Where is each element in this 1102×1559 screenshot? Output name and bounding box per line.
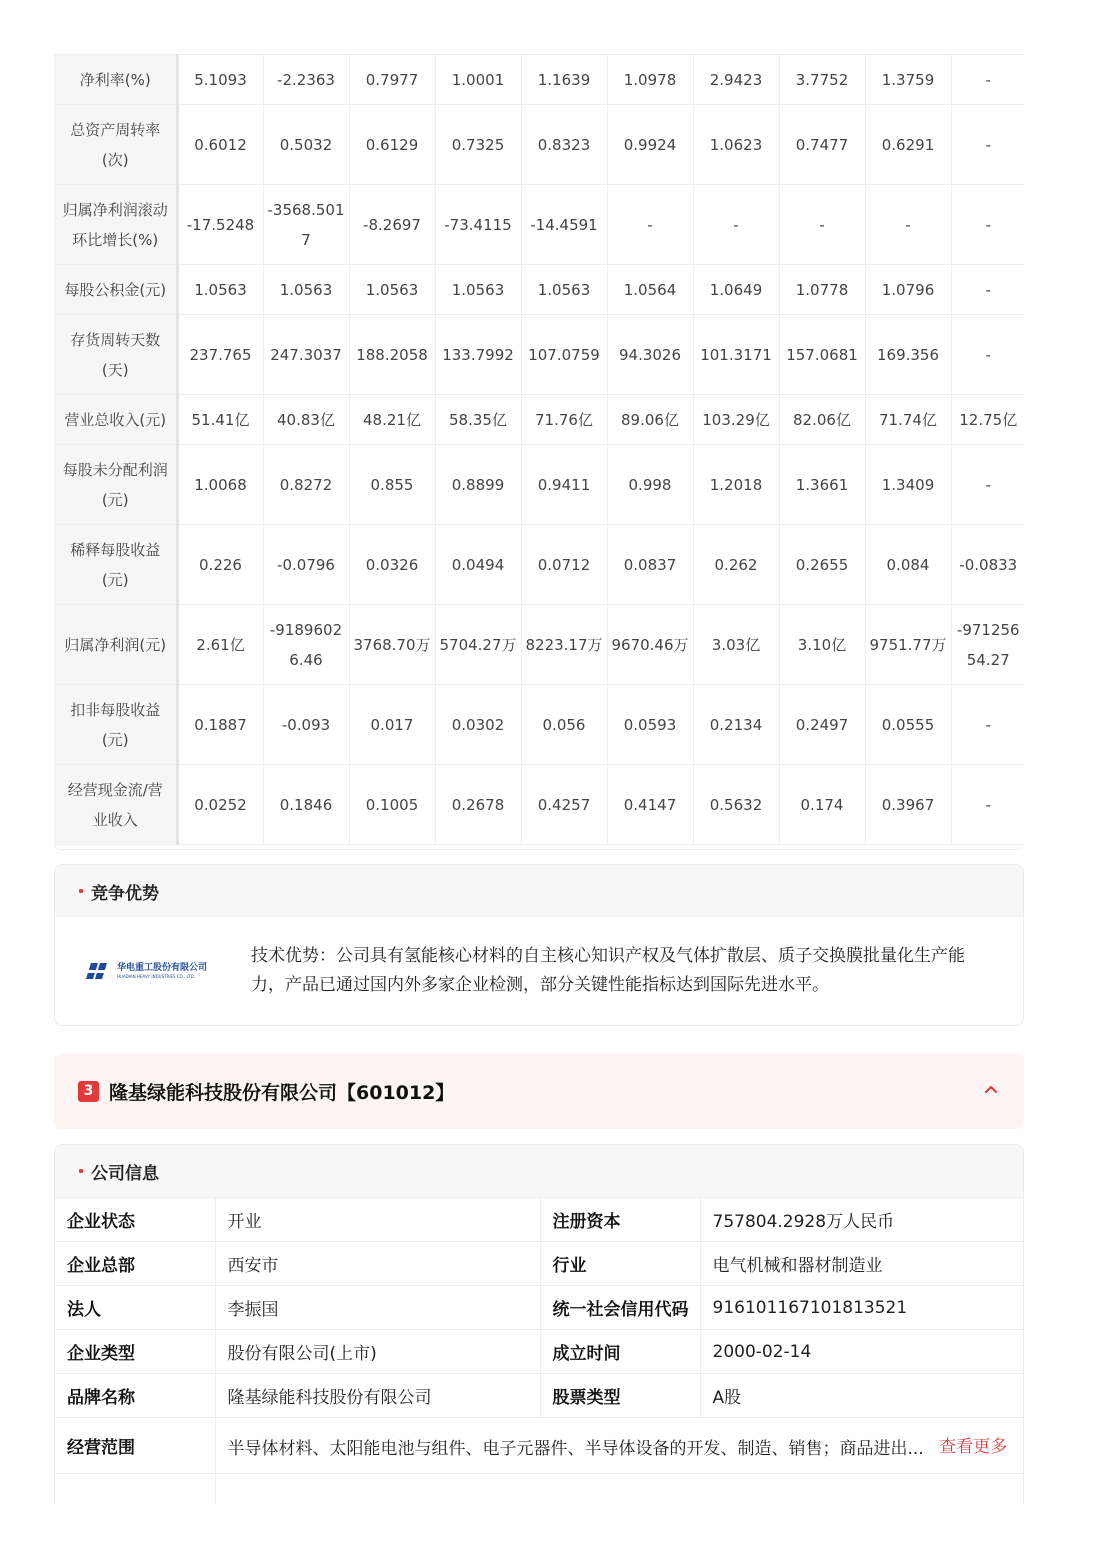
row-label: 经营现金流/营业收入 bbox=[55, 765, 177, 845]
table-cell: 0.855 bbox=[349, 445, 435, 525]
table-cell: 48.21亿 bbox=[349, 395, 435, 445]
info-key: 企业类型 bbox=[55, 1330, 215, 1374]
table-cell: 0.6012 bbox=[177, 105, 263, 185]
table-cell: 0.4257 bbox=[521, 765, 607, 845]
table-row bbox=[55, 395, 1024, 445]
table-cell: 82.06亿 bbox=[779, 395, 865, 445]
table-cell: 0.174 bbox=[779, 765, 865, 845]
table-cell: - bbox=[951, 185, 1024, 265]
table-cell: 3.03亿 bbox=[693, 605, 779, 685]
table-cell: 71.74亿 bbox=[865, 395, 951, 445]
table-cell: 0.1846 bbox=[263, 765, 349, 845]
table-cell: 5704.27万 bbox=[435, 605, 521, 685]
info-key: 行业 bbox=[540, 1242, 700, 1286]
table-cell: 9751.77万 bbox=[865, 605, 951, 685]
logo-en-text: HUADIAN HEAVY INDUSTRIES CO., LTD. bbox=[117, 973, 195, 979]
company-info-card bbox=[54, 1144, 1024, 1504]
empty-cell bbox=[215, 1474, 1024, 1505]
table-row bbox=[55, 445, 1024, 525]
table-cell: 94.3026 bbox=[607, 315, 693, 395]
table-cell: 71.76亿 bbox=[521, 395, 607, 445]
row-label: 存货周转天数(天) bbox=[55, 315, 177, 395]
table-cell: - bbox=[951, 445, 1024, 525]
table-cell: 1.0068 bbox=[177, 445, 263, 525]
advantage-title: 竞争优势 bbox=[91, 883, 159, 904]
info-key: 成立时间 bbox=[540, 1330, 700, 1374]
logo-cn-text: 华电重工股份有限公司 bbox=[117, 962, 208, 973]
info-key: 注册资本 bbox=[540, 1198, 700, 1242]
table-row bbox=[55, 105, 1024, 185]
info-key: 统一社会信用代码 bbox=[540, 1286, 700, 1330]
advantage-text: 技术优势：公司具有氢能核心材料的自主核心知识产权及气体扩散层、质子交换膜批量化生产能力，产品已通过国内外多家企业检测，部分关键性能指标达到国际先进水平。 bbox=[251, 946, 965, 995]
table-cell: 107.0759 bbox=[521, 315, 607, 395]
table-row bbox=[55, 605, 1024, 685]
info-value: 2000-02-14 bbox=[700, 1330, 1024, 1374]
table-cell: -2.2363 bbox=[263, 55, 349, 105]
bullet-dot-icon bbox=[79, 1169, 83, 1173]
table-cell: 0.2134 bbox=[693, 685, 779, 765]
table-cell: 0.1887 bbox=[177, 685, 263, 765]
table-row bbox=[55, 55, 1024, 105]
table-cell: 0.226 bbox=[177, 525, 263, 605]
table-cell: 5.1093 bbox=[177, 55, 263, 105]
table-cell: 103.29亿 bbox=[693, 395, 779, 445]
table-cell: 3.7752 bbox=[779, 55, 865, 105]
empty-cell bbox=[55, 1474, 215, 1505]
table-cell: 0.7325 bbox=[435, 105, 521, 185]
table-cell: 1.3409 bbox=[865, 445, 951, 525]
table-cell: 2.61亿 bbox=[177, 605, 263, 685]
table-cell: 1.0001 bbox=[435, 55, 521, 105]
table-row bbox=[55, 1242, 1024, 1286]
scope-label: 经营范围 bbox=[55, 1418, 215, 1474]
table-cell: 1.0563 bbox=[177, 265, 263, 315]
table-cell: - bbox=[865, 185, 951, 265]
table-cell: 0.1005 bbox=[349, 765, 435, 845]
table-cell: 0.998 bbox=[607, 445, 693, 525]
view-more-link[interactable]: 查看更多 bbox=[939, 1436, 1008, 1457]
info-value: 电气机械和器材制造业 bbox=[700, 1242, 1024, 1286]
company-title: 隆基绿能科技股份有限公司【601012】 bbox=[109, 1081, 455, 1104]
financial-table-section bbox=[54, 54, 1024, 850]
table-row bbox=[55, 525, 1024, 605]
row-label: 归属净利润(元) bbox=[55, 605, 177, 685]
table-cell: -17.5248 bbox=[177, 185, 263, 265]
table-cell: 1.0563 bbox=[263, 265, 349, 315]
table-cell: 0.9924 bbox=[607, 105, 693, 185]
table-row bbox=[55, 185, 1024, 265]
table-cell: 89.06亿 bbox=[607, 395, 693, 445]
table-cell: 3.10亿 bbox=[779, 605, 865, 685]
table-cell: 0.0712 bbox=[521, 525, 607, 605]
table-cell: 1.3759 bbox=[865, 55, 951, 105]
table-cell: 1.0563 bbox=[521, 265, 607, 315]
table-cell: 1.0623 bbox=[693, 105, 779, 185]
table-cell: - bbox=[951, 685, 1024, 765]
table-cell: -14.4591 bbox=[521, 185, 607, 265]
info-value: 916101167101813521 bbox=[700, 1286, 1024, 1330]
table-cell: 0.084 bbox=[865, 525, 951, 605]
table-cell: 3768.70万 bbox=[349, 605, 435, 685]
advantage-card bbox=[54, 864, 1024, 1026]
table-row bbox=[55, 1330, 1024, 1374]
table-cell: 1.1639 bbox=[521, 55, 607, 105]
table-cell: 0.5032 bbox=[263, 105, 349, 185]
table-cell: 1.0796 bbox=[865, 265, 951, 315]
row-label: 总资产周转率(次) bbox=[55, 105, 177, 185]
table-cell: 0.3967 bbox=[865, 765, 951, 845]
table-cell: 157.0681 bbox=[779, 315, 865, 395]
info-value: 开业 bbox=[215, 1198, 540, 1242]
table-cell: 247.3037 bbox=[263, 315, 349, 395]
table-cell: 1.0649 bbox=[693, 265, 779, 315]
table-cell: 0.0494 bbox=[435, 525, 521, 605]
table-cell: 0.6129 bbox=[349, 105, 435, 185]
table-cell: 0.0593 bbox=[607, 685, 693, 765]
table-cell: 0.9411 bbox=[521, 445, 607, 525]
info-value: 股份有限公司(上市) bbox=[215, 1330, 540, 1374]
table-cell: 1.3661 bbox=[779, 445, 865, 525]
table-cell: 0.8323 bbox=[521, 105, 607, 185]
company-logo bbox=[85, 959, 221, 983]
table-cell: 0.5632 bbox=[693, 765, 779, 845]
table-row bbox=[55, 265, 1024, 315]
scope-value-cell bbox=[215, 1418, 1024, 1474]
info-key: 企业总部 bbox=[55, 1242, 215, 1286]
logo-mark-icon bbox=[85, 961, 113, 981]
table-cell: - bbox=[951, 315, 1024, 395]
table-cell: 101.3171 bbox=[693, 315, 779, 395]
table-cell: 0.8272 bbox=[263, 445, 349, 525]
info-value: 李振国 bbox=[215, 1286, 540, 1330]
row-label: 净利率(%) bbox=[55, 55, 177, 105]
table-cell: 0.0837 bbox=[607, 525, 693, 605]
chevron-up-icon[interactable] bbox=[982, 1081, 1000, 1099]
info-key: 品牌名称 bbox=[55, 1374, 215, 1418]
table-cell: 0.056 bbox=[521, 685, 607, 765]
table-cell: 133.7992 bbox=[435, 315, 521, 395]
scope-value: 半导体材料、太阳能电池与组件、电子元器件、半导体设备的开发、制造、销售；商品进出... bbox=[227, 1439, 924, 1460]
table-cell: 1.0563 bbox=[435, 265, 521, 315]
row-label: 营业总收入(元) bbox=[55, 395, 177, 445]
table-cell: 0.0326 bbox=[349, 525, 435, 605]
table-cell: 237.765 bbox=[177, 315, 263, 395]
table-cell: 0.0302 bbox=[435, 685, 521, 765]
table-cell: -97125654.27 bbox=[951, 605, 1024, 685]
table-cell: -0.0796 bbox=[263, 525, 349, 605]
table-cell: - bbox=[607, 185, 693, 265]
table-cell: 1.0978 bbox=[607, 55, 693, 105]
info-value: A股 bbox=[700, 1374, 1024, 1418]
table-row bbox=[55, 1418, 1024, 1474]
info-key: 法人 bbox=[55, 1286, 215, 1330]
info-value: 757804.2928万人民币 bbox=[700, 1198, 1024, 1242]
info-value: 西安市 bbox=[215, 1242, 540, 1286]
info-key: 股票类型 bbox=[540, 1374, 700, 1418]
advantage-header bbox=[55, 865, 1023, 917]
table-cell: -73.4115 bbox=[435, 185, 521, 265]
table-cell: 0.7977 bbox=[349, 55, 435, 105]
table-cell: 1.0563 bbox=[349, 265, 435, 315]
table-cell: 0.017 bbox=[349, 685, 435, 765]
table-row bbox=[55, 315, 1024, 395]
company-info-table bbox=[55, 1197, 1024, 1504]
table-row bbox=[55, 685, 1024, 765]
table-cell: - bbox=[951, 55, 1024, 105]
table-row bbox=[55, 1286, 1024, 1330]
table-cell: 0.2678 bbox=[435, 765, 521, 845]
table-cell: 0.2655 bbox=[779, 525, 865, 605]
table-cell: -91896026.46 bbox=[263, 605, 349, 685]
table-cell: -8.2697 bbox=[349, 185, 435, 265]
table-row bbox=[55, 1198, 1024, 1242]
table-row bbox=[55, 1374, 1024, 1418]
table-cell: 0.6291 bbox=[865, 105, 951, 185]
table-cell: 8223.17万 bbox=[521, 605, 607, 685]
table-cell: - bbox=[779, 185, 865, 265]
table-cell: 188.2058 bbox=[349, 315, 435, 395]
table-cell: -0.0833 bbox=[951, 525, 1024, 605]
company-info-title: 公司信息 bbox=[91, 1163, 159, 1184]
table-cell: -3568.5017 bbox=[263, 185, 349, 265]
table-row bbox=[55, 765, 1024, 845]
table-cell: 2.9423 bbox=[693, 55, 779, 105]
table-cell: 0.0252 bbox=[177, 765, 263, 845]
info-key: 企业状态 bbox=[55, 1198, 215, 1242]
table-cell: 1.0564 bbox=[607, 265, 693, 315]
company-index-badge: 3 bbox=[78, 1081, 99, 1102]
table-cell: 40.83亿 bbox=[263, 395, 349, 445]
row-label: 稀释每股收益(元) bbox=[55, 525, 177, 605]
table-cell: 0.2497 bbox=[779, 685, 865, 765]
company-info-header bbox=[55, 1145, 1023, 1197]
row-label: 扣非每股收益(元) bbox=[55, 685, 177, 765]
info-value: 隆基绿能科技股份有限公司 bbox=[215, 1374, 540, 1418]
table-cell: 58.35亿 bbox=[435, 395, 521, 445]
bullet-dot-icon bbox=[79, 889, 83, 893]
table-cell: 0.7477 bbox=[779, 105, 865, 185]
row-label: 归属净利润滚动环比增长(%) bbox=[55, 185, 177, 265]
table-row bbox=[55, 1474, 1024, 1505]
table-cell: - bbox=[951, 765, 1024, 845]
table-cell: 9670.46万 bbox=[607, 605, 693, 685]
table-cell: 1.0778 bbox=[779, 265, 865, 315]
row-label: 每股公积金(元) bbox=[55, 265, 177, 315]
table-cell: 169.356 bbox=[865, 315, 951, 395]
table-cell: -0.093 bbox=[263, 685, 349, 765]
table-cell: 0.4147 bbox=[607, 765, 693, 845]
company-header[interactable] bbox=[54, 1053, 1024, 1129]
financial-table bbox=[55, 54, 1024, 845]
table-cell: 0.262 bbox=[693, 525, 779, 605]
table-cell: - bbox=[951, 105, 1024, 185]
table-cell: 0.8899 bbox=[435, 445, 521, 525]
table-cell: 12.75亿 bbox=[951, 395, 1024, 445]
table-cell: 0.0555 bbox=[865, 685, 951, 765]
table-cell: 1.2018 bbox=[693, 445, 779, 525]
table-cell: - bbox=[693, 185, 779, 265]
row-label: 每股未分配利润(元) bbox=[55, 445, 177, 525]
table-cell: - bbox=[951, 265, 1024, 315]
table-cell: 51.41亿 bbox=[177, 395, 263, 445]
